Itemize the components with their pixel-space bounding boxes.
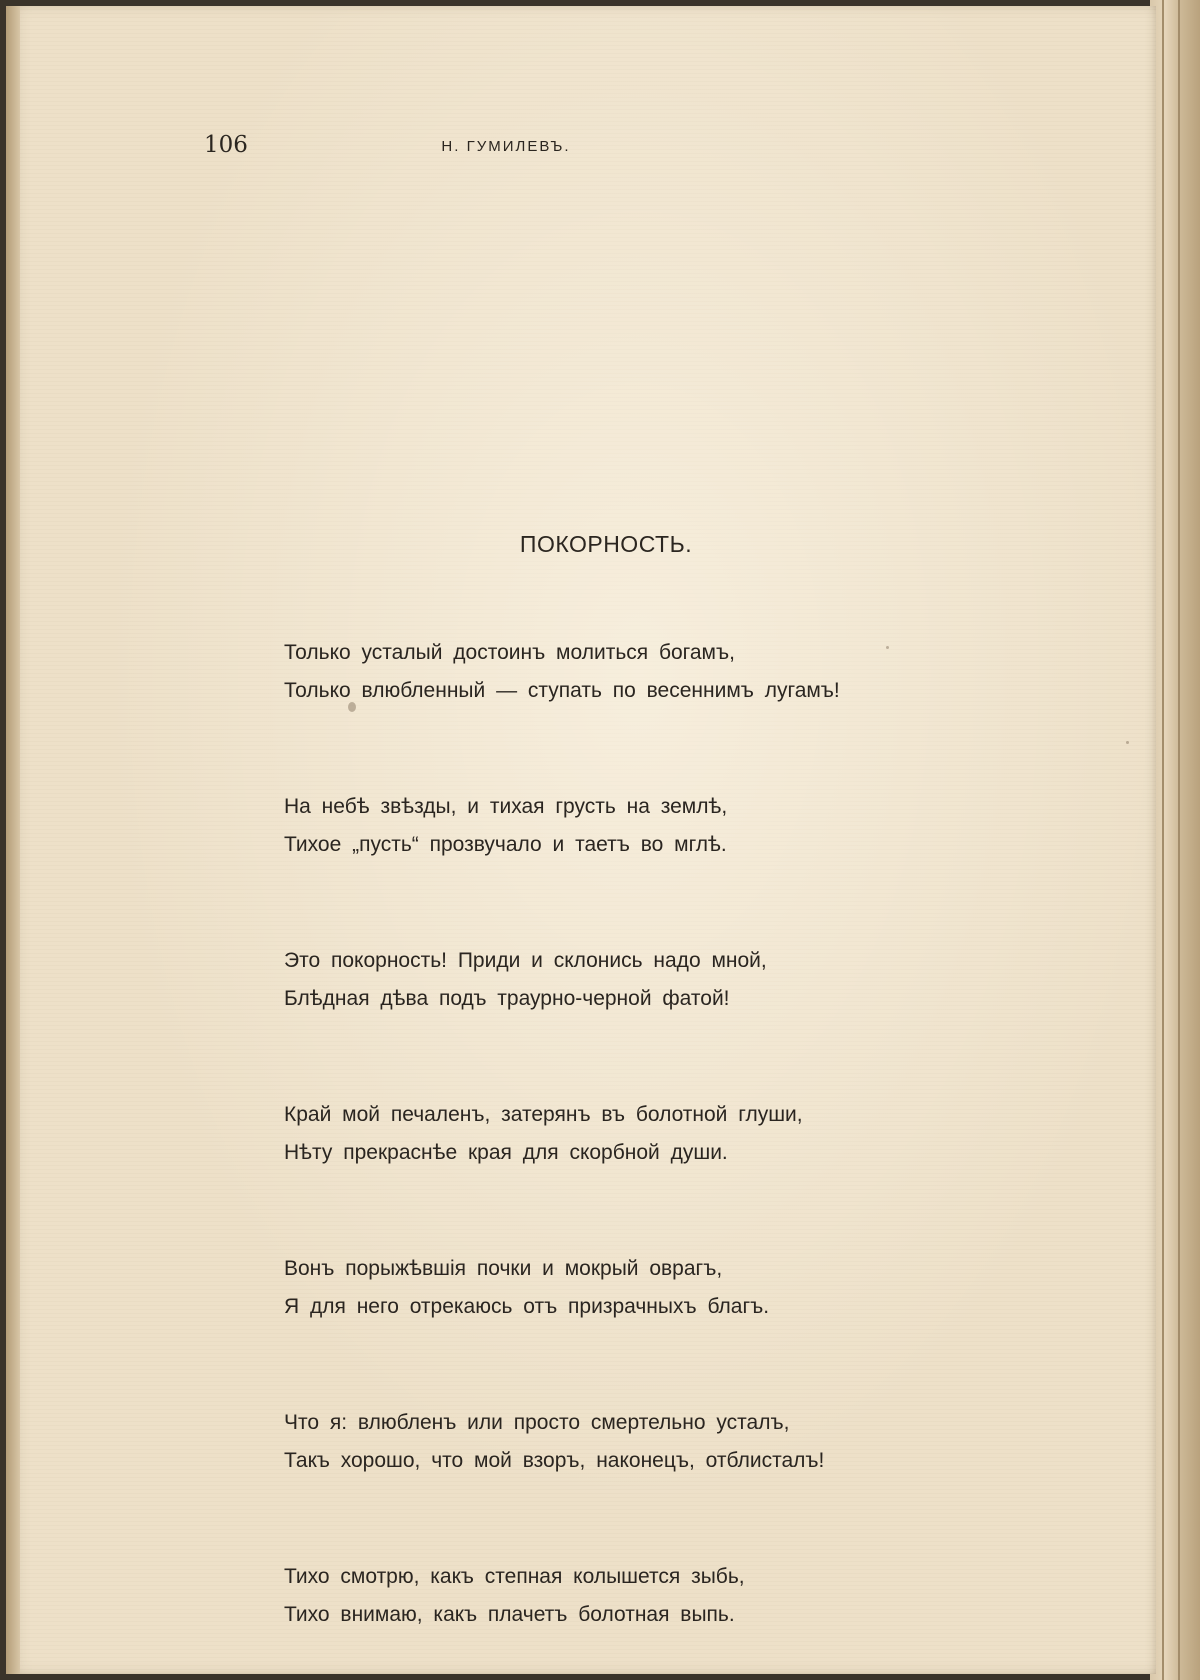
page-stack-line — [1162, 0, 1164, 1680]
stanza — [284, 1250, 984, 1326]
verse-line: Край мой печаленъ, затерянъ въ болотной глуши, — [284, 1103, 803, 1126]
paper-spot — [1126, 741, 1129, 744]
stanza — [284, 1404, 984, 1480]
verse-line: Блѣдная дѣва подъ траурно-черной фатой! — [284, 987, 730, 1010]
poem-body — [284, 634, 984, 1680]
verse-line: Только усталый достоинъ молиться богамъ, — [284, 641, 735, 664]
verse-line: Только влюбленный — ступать по весеннимъ лугамъ! — [284, 679, 840, 702]
verse-line: Нѣту прекраснѣе края для скорбной души. — [284, 1141, 728, 1164]
book-page — [6, 6, 1156, 1674]
verse-line: Тихо смотрю, какъ степная колышется зыбь, — [284, 1565, 745, 1588]
verse-line: Что я: влюбленъ или просто смертельно усталъ, — [284, 1411, 790, 1434]
stanza — [284, 1096, 984, 1172]
binding-gutter — [6, 6, 20, 1674]
verse-line: Тихо внимаю, какъ плачетъ болотная выпь. — [284, 1603, 735, 1626]
verse-line: Вонъ порыжѣвшiя почки и мокрый оврагъ, — [284, 1257, 723, 1280]
verse-line: Такъ хорошо, что мой взоръ, наконецъ, отблисталъ! — [284, 1449, 825, 1472]
verse-line: Я для него отрекаюсь отъ призрачныхъ благъ. — [284, 1295, 770, 1318]
verse-line: На небѣ звѣзды, и тихая грусть на землѣ, — [284, 795, 728, 818]
stanza — [284, 942, 984, 1018]
stanza — [284, 788, 984, 864]
stanza — [284, 1558, 984, 1634]
running-head — [6, 126, 1156, 166]
page-number: 106 — [204, 132, 248, 158]
paper-spot — [886, 646, 889, 649]
stanza — [284, 634, 984, 710]
page-stack-edge — [1150, 0, 1200, 1680]
verse-line: Это покорность! Приди и склонись надо мной, — [284, 949, 767, 972]
poem-title: ПОКОРНОСТЬ. — [519, 531, 693, 557]
verse-line: Тихое „пусть“ прозвучало и таетъ во мглѣ. — [284, 833, 727, 856]
author-name: Н. ГУМИЛЕВЪ. — [441, 138, 571, 155]
paper-spot — [348, 702, 356, 712]
page-stack-line — [1178, 0, 1180, 1680]
